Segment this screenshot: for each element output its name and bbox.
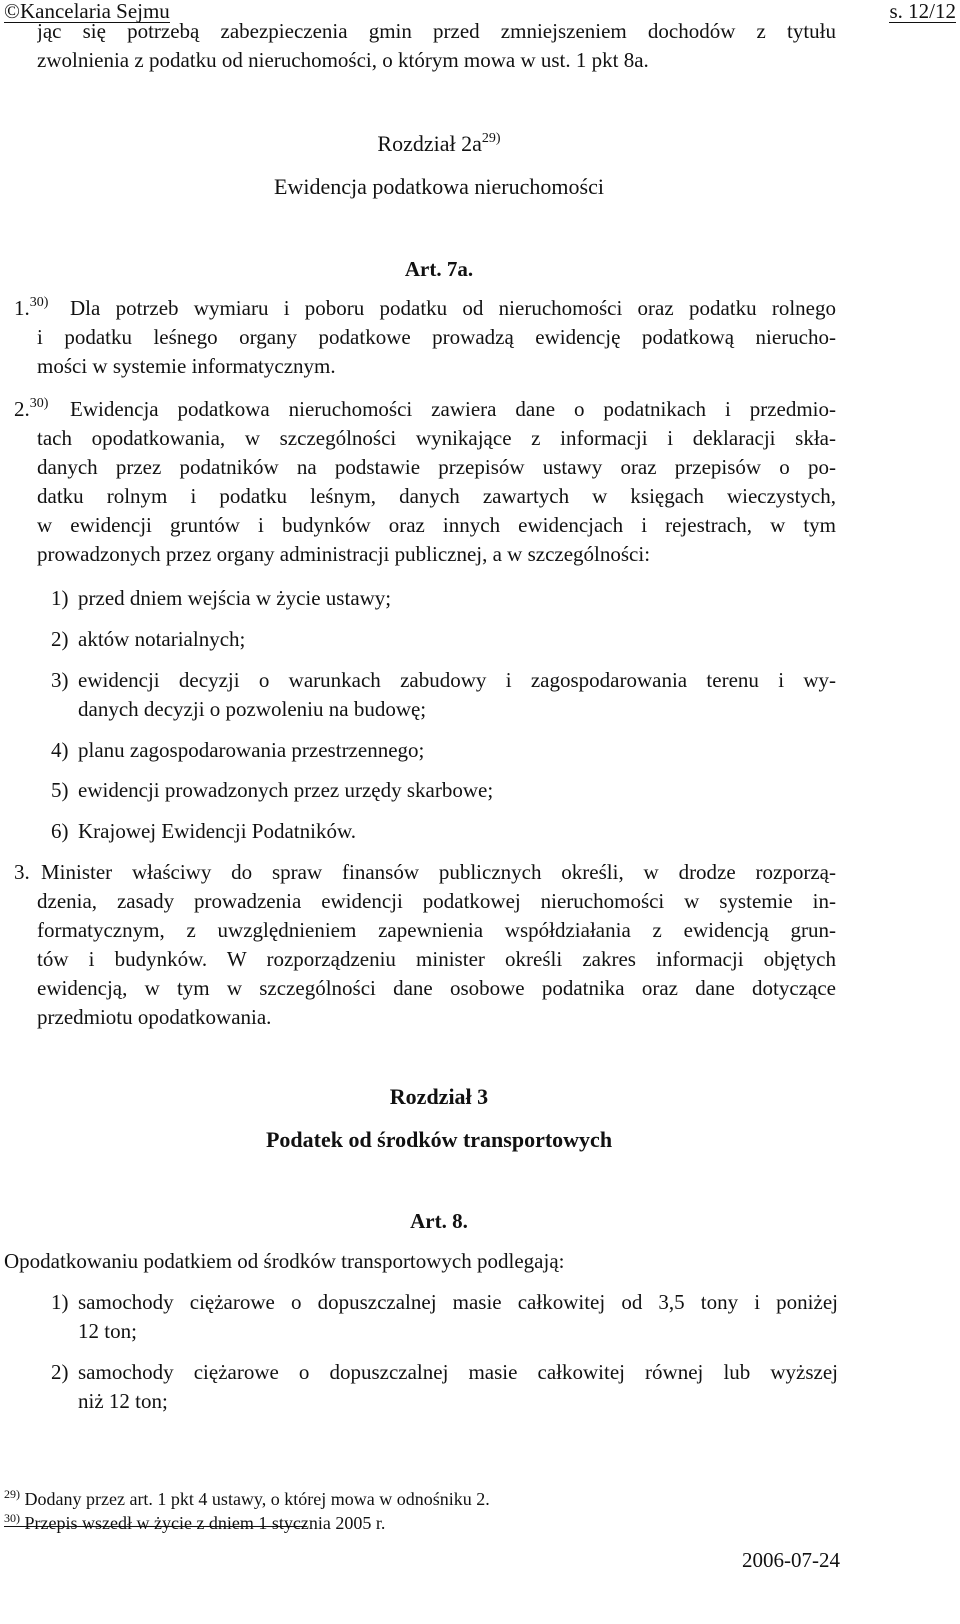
list-item: ewidencji decyzji o warunkach zabudowy i zagospodarowania terenu i wy- [78, 668, 836, 692]
continuation-line: zwolnienia z podatku od nieruchomości, o którym mowa w ust. 1 pkt 8a. [37, 48, 649, 72]
list-item-number: 1) [51, 1290, 69, 1314]
paragraph-number: 3. [14, 860, 30, 884]
list-item-number: 6) [51, 819, 69, 843]
document-date: 2006-07-24 [742, 1548, 840, 1572]
list-item-number: 3) [51, 668, 69, 692]
list-item: Krajowej Ewidencji Podatników. [78, 819, 356, 843]
footnote-text: Przepis wszedł w życie z dniem 1 stycznia 2005 r. [24, 1513, 386, 1533]
footnote-ref: 30) [4, 1511, 20, 1525]
article-heading: Art. 7a. [404, 257, 474, 281]
list-item-number: 5) [51, 778, 69, 802]
paragraph-number: 1. [14, 296, 30, 320]
chapter-subtitle: Podatek od środków transportowych [265, 1127, 613, 1152]
paragraph-line: Dla potrzeb wymiaru i poboru podatku od nieruchomości oraz podatku rolnego [70, 296, 836, 320]
paragraph-line: formatycznym, z uwzględnieniem zapewnienia współdziałania z ewidencją grun- [37, 918, 836, 942]
paragraph-line: datku rolnym i podatku leśnym, danych zawartych w księgach wieczystych, [37, 484, 836, 508]
list-item: danych decyzji o pozwoleniu na budowę; [78, 697, 427, 721]
article-intro: Opodatkowaniu podatkiem od środków transportowych podlegają: [4, 1249, 565, 1273]
paragraph-line: Ewidencja podatkowa nieruchomości zawiera dane o podatnikach i przedmio- [70, 397, 836, 421]
paragraph-line: przedmiotu opodatkowania. [37, 1005, 272, 1029]
list-item-number: 2) [51, 1360, 69, 1384]
list-item-number: 2) [51, 627, 69, 651]
footnote-ref: 29) [481, 131, 501, 146]
paragraph-line: i podatku leśnego organy podatkowe prowadzą ewidencję podatkową nierucho- [37, 325, 836, 349]
footnote-ref: 30) [29, 295, 49, 310]
paragraph-line: ewidencją, w tym w szczególności dane osobowe podatnika oraz dane dotyczące [37, 976, 836, 1000]
list-item: ewidencji prowadzonych przez urzędy skarbowe; [78, 778, 494, 802]
list-item: samochody ciężarowe o dopuszczalnej masie całkowitej równej lub wyższej [78, 1360, 838, 1384]
list-item-number: 1) [51, 586, 69, 610]
paragraph-line: dzenia, zasady prowadzenia ewidencji podatkowej nieruchomości w systemie in- [37, 889, 836, 913]
footnote-text: Dodany przez art. 1 pkt 4 ustawy, o której mowa w odnośniku 2. [24, 1489, 490, 1509]
list-item: planu zagospodarowania przestrzennego; [78, 738, 425, 762]
list-item: przed dniem wejścia w życie ustawy; [78, 586, 392, 610]
footnote [4, 1512, 385, 1536]
paragraph-line: w ewidencji gruntów i budynków oraz innych ewidencjach i rejestrach, w tym [37, 513, 836, 537]
list-item-number: 4) [51, 738, 69, 762]
list-item: aktów notarialnych; [78, 627, 246, 651]
paragraph-line: prowadzonych przez organy administracji publicznej, a w szczególności: [37, 542, 651, 566]
paragraph-2-number [14, 395, 48, 427]
paragraph-line: Minister właściwy do spraw finansów publicznych określi, w drodze rozporzą- [41, 860, 836, 884]
list-item: niż 12 ton; [78, 1389, 168, 1413]
footnote-ref: 29) [4, 1487, 20, 1501]
footnote-ref: 30) [29, 396, 49, 411]
list-item: 12 ton; [78, 1319, 137, 1343]
paragraph-line: danych przez podatników na podstawie przepisów ustawy oraz przepisów o po- [37, 455, 836, 479]
paragraph-line: mości w systemie informatycznym. [37, 354, 336, 378]
page-number: s. 12/12 [889, 0, 956, 23]
paragraph-1-number [14, 294, 48, 326]
article-heading: Art. 8. [410, 1209, 468, 1233]
chapter-title-text: Rozdział 2a [377, 131, 482, 156]
list-item: samochody ciężarowe o dopuszczalnej masie całkowitej od 3,5 tony i poniżej [78, 1290, 838, 1314]
chapter-title [0, 129, 878, 162]
continuation-line: jąc się potrzebą zabezpieczenia gmin przed zmniejszeniem dochodów z tytułu [37, 19, 836, 43]
chapter-title: Rozdział 3 [389, 1084, 489, 1109]
paragraph-number: 2. [14, 397, 30, 421]
copyright-label: ©Kancelaria Sejmu [4, 0, 170, 23]
chapter-subtitle: Ewidencja podatkowa nieruchomości [274, 174, 604, 199]
footnote [4, 1488, 490, 1512]
paragraph-line: tach opodatkowania, w szczególności wynikające z informacji i deklaracji skła- [37, 426, 836, 450]
paragraph-line: tów i budynków. W rozporządzeniu minister określi zakres informacji objętych [37, 947, 836, 971]
